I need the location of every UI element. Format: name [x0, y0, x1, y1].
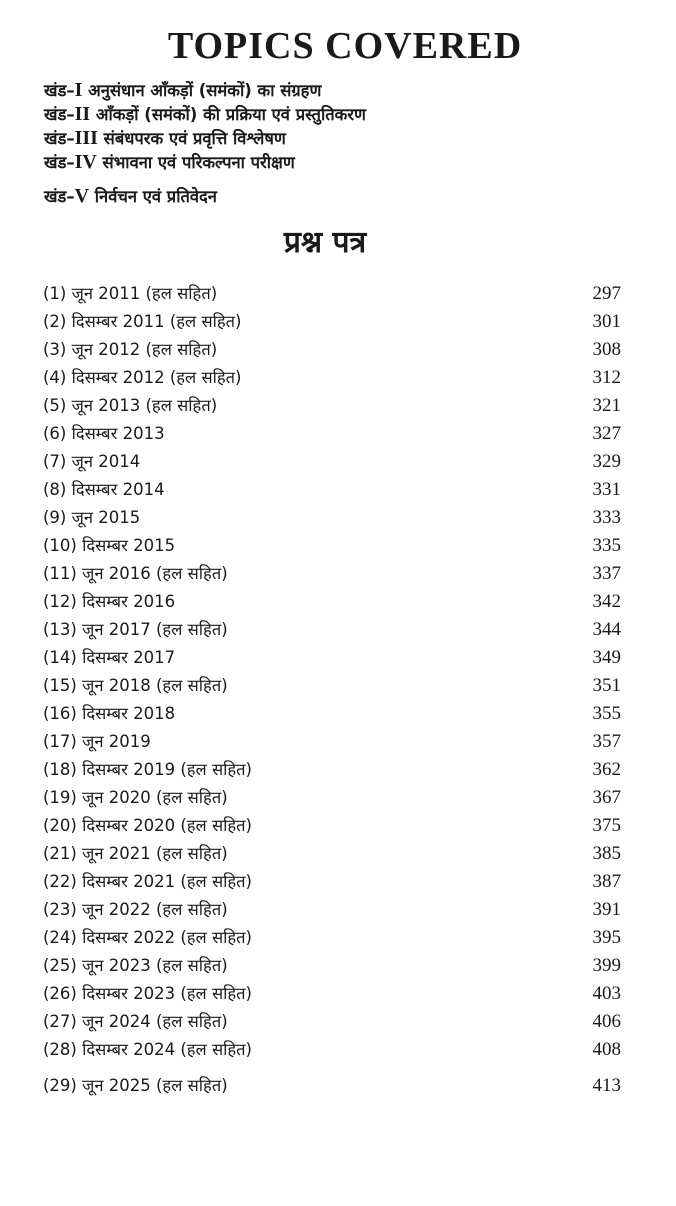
paper-label: (10) दिसम्बर 2015 — [43, 536, 176, 555]
paper-label: (27) जून 2024 (हल सहित) — [43, 1012, 228, 1031]
paper-page-number: 355 — [592, 703, 621, 724]
topic-roman-numeral: V — [74, 185, 90, 207]
paper-label: (18) दिसम्बर 2019 (हल सहित) — [43, 760, 252, 779]
paper-entry — [43, 675, 621, 703]
topic-text: अनुसंधान आँकड़ों (समंकों) का संग्रहण — [82, 81, 322, 100]
paper-label: (5) जून 2013 (हल सहित) — [43, 396, 218, 415]
paper-entry — [43, 1011, 621, 1039]
section-heading: प्रश्न पत्र — [283, 225, 367, 260]
paper-entry — [43, 1039, 621, 1067]
paper-label: (9) जून 2015 — [43, 508, 141, 527]
topic-text: आँकड़ों (समंकों) की प्रक्रिया एवं प्रस्तुतिकरण — [90, 105, 366, 124]
paper-page-number: 331 — [592, 479, 621, 500]
paper-label: (15) जून 2018 (हल सहित) — [43, 676, 228, 695]
paper-entry — [43, 731, 621, 759]
paper-page-number: 337 — [592, 563, 621, 584]
topic-item-2 — [44, 102, 366, 126]
topic-item-4 — [44, 150, 366, 174]
paper-page-number: 403 — [592, 983, 621, 1004]
paper-label: (29) जून 2025 (हल सहित) — [43, 1076, 228, 1095]
paper-page-number: 391 — [592, 899, 621, 920]
paper-page-number: 385 — [592, 843, 621, 864]
paper-entry — [43, 311, 621, 339]
paper-label: (17) जून 2019 — [43, 732, 151, 751]
paper-page-number: 344 — [592, 619, 621, 640]
paper-page-number: 395 — [592, 927, 621, 948]
paper-label: (24) दिसम्बर 2022 (हल सहित) — [43, 928, 252, 947]
topic-prefix: खंड– — [44, 187, 75, 206]
paper-entry — [43, 871, 621, 899]
paper-entry — [43, 647, 621, 675]
paper-page-number: 387 — [592, 871, 621, 892]
paper-entry — [43, 451, 621, 479]
paper-label: (4) दिसम्बर 2012 (हल सहित) — [43, 368, 242, 387]
paper-page-number: 406 — [592, 1011, 621, 1032]
paper-entry — [43, 983, 621, 1011]
paper-entry — [43, 955, 621, 983]
paper-entry — [43, 843, 621, 871]
paper-entry — [43, 339, 621, 367]
paper-label: (2) दिसम्बर 2011 (हल सहित) — [43, 312, 242, 331]
paper-entry — [43, 619, 621, 647]
paper-label: (7) जून 2014 — [43, 452, 141, 471]
paper-entry — [43, 1075, 621, 1103]
topic-text: निर्वचन एवं प्रतिवेदन — [89, 187, 217, 206]
paper-page-number: 357 — [592, 731, 621, 752]
paper-label: (13) जून 2017 (हल सहित) — [43, 620, 228, 639]
paper-label: (23) जून 2022 (हल सहित) — [43, 900, 228, 919]
paper-page-number: 413 — [592, 1075, 621, 1096]
topic-roman-numeral: III — [74, 127, 98, 149]
paper-entry — [43, 815, 621, 843]
topic-roman-numeral: IV — [74, 151, 97, 173]
topics-list — [44, 78, 366, 208]
paper-entry — [43, 927, 621, 955]
paper-label: (26) दिसम्बर 2023 (हल सहित) — [43, 984, 252, 1003]
paper-page-number: 362 — [592, 759, 621, 780]
paper-page-number: 321 — [592, 395, 621, 416]
paper-label: (16) दिसम्बर 2018 — [43, 704, 176, 723]
paper-label: (20) दिसम्बर 2020 (हल सहित) — [43, 816, 252, 835]
paper-label: (12) दिसम्बर 2016 — [43, 592, 176, 611]
paper-page-number: 367 — [592, 787, 621, 808]
paper-entry — [43, 591, 621, 619]
paper-page-number: 301 — [592, 311, 621, 332]
paper-page-number: 333 — [592, 507, 621, 528]
paper-entry — [43, 283, 621, 311]
paper-label: (22) दिसम्बर 2021 (हल सहित) — [43, 872, 252, 891]
page-title: TOPICS COVERED — [167, 25, 523, 67]
paper-page-number: 349 — [592, 647, 621, 668]
topic-item-5 — [44, 184, 366, 208]
paper-entry — [43, 367, 621, 395]
topic-prefix: खंड– — [44, 153, 75, 172]
paper-entry — [43, 703, 621, 731]
paper-label: (19) जून 2020 (हल सहित) — [43, 788, 228, 807]
paper-page-number: 297 — [592, 283, 621, 304]
paper-entry — [43, 395, 621, 423]
topic-prefix: खंड– — [44, 81, 75, 100]
topic-roman-numeral: II — [74, 103, 91, 125]
paper-entry — [43, 899, 621, 927]
paper-label: (21) जून 2021 (हल सहित) — [43, 844, 228, 863]
topic-item-3 — [44, 126, 366, 150]
paper-label: (8) दिसम्बर 2014 — [43, 480, 165, 499]
paper-page-number: 399 — [592, 955, 621, 976]
paper-entry — [43, 759, 621, 787]
paper-entry — [43, 423, 621, 451]
paper-label: (6) दिसम्बर 2013 — [43, 424, 165, 443]
paper-page-number: 351 — [592, 675, 621, 696]
paper-entry — [43, 787, 621, 815]
papers-list — [43, 283, 621, 1103]
topic-prefix: खंड– — [44, 105, 75, 124]
paper-label: (1) जून 2011 (हल सहित) — [43, 284, 218, 303]
paper-page-number: 375 — [592, 815, 621, 836]
topic-item-1 — [44, 78, 366, 102]
paper-label: (11) जून 2016 (हल सहित) — [43, 564, 228, 583]
topic-roman-numeral: I — [74, 79, 83, 101]
paper-entry — [43, 535, 621, 563]
paper-label: (14) दिसम्बर 2017 — [43, 648, 176, 667]
paper-page-number: 408 — [592, 1039, 621, 1060]
topic-text: संबंधपरक एवं प्रवृत्ति विश्लेषण — [97, 129, 286, 148]
topic-text: संभावना एवं परिकल्पना परीक्षण — [96, 153, 295, 172]
paper-page-number: 308 — [592, 339, 621, 360]
paper-entry — [43, 563, 621, 591]
paper-page-number: 329 — [592, 451, 621, 472]
paper-page-number: 335 — [592, 535, 621, 556]
paper-page-number: 312 — [592, 367, 621, 388]
topic-prefix: खंड– — [44, 129, 75, 148]
paper-label: (25) जून 2023 (हल सहित) — [43, 956, 228, 975]
paper-label: (3) जून 2012 (हल सहित) — [43, 340, 218, 359]
paper-page-number: 327 — [592, 423, 621, 444]
paper-entry — [43, 479, 621, 507]
paper-entry — [43, 507, 621, 535]
paper-label: (28) दिसम्बर 2024 (हल सहित) — [43, 1040, 252, 1059]
paper-page-number: 342 — [592, 591, 621, 612]
